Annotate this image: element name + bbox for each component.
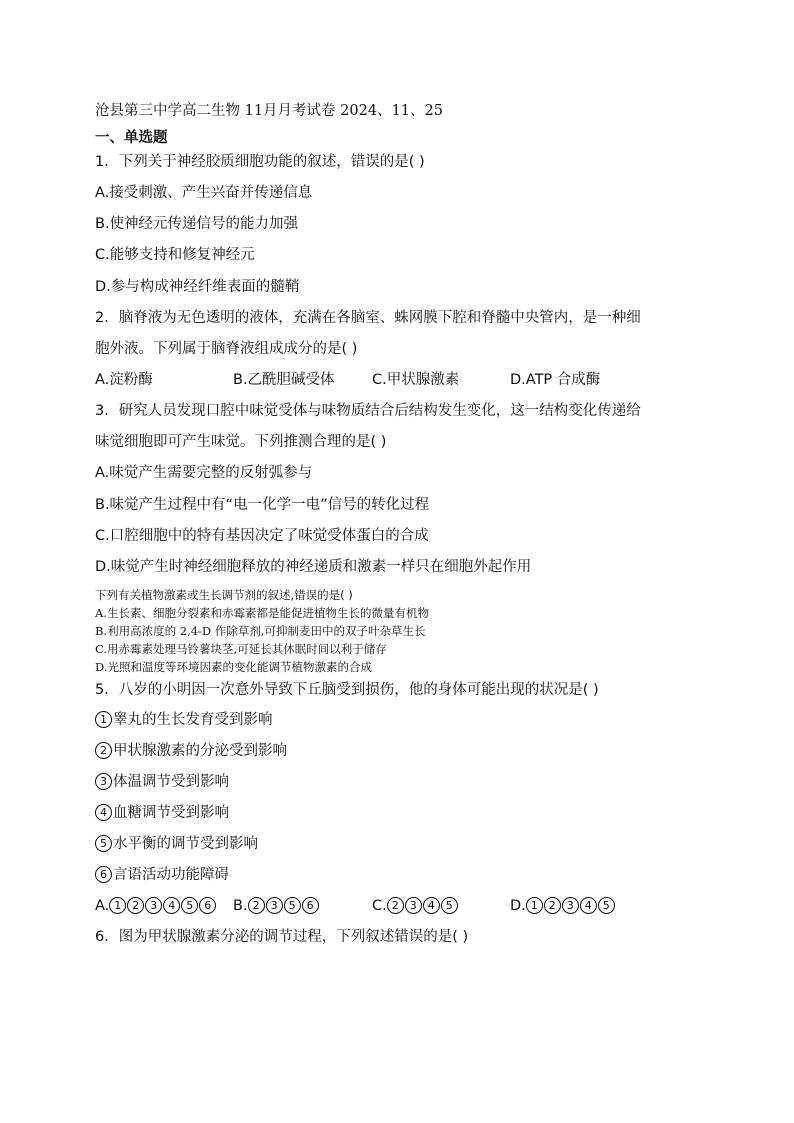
q3-stem-line1: 3．研究人员发现口腔中味觉受体与味物质结合后结构发生变化，这一结构变化传递给	[95, 403, 641, 419]
q4-option-b: B.利用高浓度的 2,4-D 作除草剂,可抑制麦田中的双子叶杂草生长	[95, 624, 426, 638]
q5-stem: 5．八岁的小明因一次意外导致下丘脑受到损伤，他的身体可能出现的状况是( )	[95, 682, 599, 698]
q1-option-d: D.参与构成神经纤维表面的髓鞘	[95, 279, 300, 295]
q4-stem: 下列有关植物激素或生长调节剂的叙述,错误的是( )	[95, 588, 353, 602]
q2-option-a: A.淀粉酶	[95, 372, 153, 388]
q1-option-b: B.使神经元传递信号的能力加强	[95, 216, 299, 232]
q5-item-4: 4 血糖调节受到影响	[95, 804, 229, 822]
q2-stem-line1: 2．脑脊液为无色透明的液体，充满在各脑室、蛛网膜下腔和脊髓中央管内，是一种细	[95, 310, 641, 326]
q3-option-c: C.口腔细胞中的特有基因决定了味觉受体蛋白的合成	[95, 528, 429, 544]
q3-option-a: A.味觉产生需要完整的反射弧参与	[95, 465, 313, 481]
circled-number: 5	[95, 835, 112, 852]
q1-stem: 1．下列关于神经胶质细胞功能的叙述，错误的是( )	[95, 154, 425, 170]
circled-number: 6	[95, 866, 112, 883]
circled-number: 2	[95, 742, 112, 759]
q6-stem: 6．图为甲状腺激素分泌的调节过程，下列叙述错误的是( )	[95, 929, 469, 945]
exam-title: 沧县第三中学高二生物 11月月考试卷 2024、11、25	[95, 103, 443, 119]
q3-option-b: B.味觉产生过程中有“电一化学一电”信号的转化过程	[95, 497, 430, 513]
q5-option-d: D. 1 2 3 4 5	[510, 897, 616, 915]
circled-number: 1	[95, 711, 112, 728]
q5-item-1: 1 睾丸的生长发育受到影响	[95, 711, 273, 729]
q1-option-a: A.接受刺激、产生兴奋并传递信息	[95, 185, 313, 201]
q2-stem-line2: 胞外液。下列属于脑脊液组成成分的是( )	[95, 341, 358, 357]
q1-option-c: C.能够支持和修复神经元	[95, 247, 255, 263]
q5-item-2: 2 甲状腺激素的分泌受到影响	[95, 742, 287, 760]
q2-option-c: C.甲状腺激素	[372, 372, 460, 388]
q5-option-a: A. 1 2 3 4 5 6	[95, 897, 217, 915]
q3-option-d: D.味觉产生时神经细胞释放的神经递质和激素一样只在细胞外起作用	[95, 559, 532, 575]
q4-option-c: C.用赤霉素处理马铃薯块茎,可延长其休眠时间以利于储存	[95, 642, 387, 656]
section-title: 一、单选题	[95, 130, 168, 146]
q5-item-5: 5 水平衡的调节受到影响	[95, 835, 258, 853]
q4-option-a: A.生长素、细胞分裂素和赤霉素都是能促进植物生长的微量有机物	[95, 606, 429, 620]
q2-option-d: D.ATP 合成酶	[510, 372, 601, 388]
q5-option-b: B. 2 3 5 6	[233, 897, 320, 915]
q3-stem-line2: 味觉细胞即可产生味觉。下列推测合理的是( )	[95, 434, 387, 450]
q2-option-b: B.乙酰胆碱受体	[233, 372, 335, 388]
q5-item-6: 6 言语活动功能障碍	[95, 866, 229, 884]
q5-item-3: 3 体温调节受到影响	[95, 773, 229, 791]
circled-number: 4	[95, 804, 112, 821]
circled-number: 3	[95, 773, 112, 790]
q4-option-d: D.光照和温度等环境因素的变化能调节植物激素的合成	[95, 660, 372, 674]
q5-option-c: C. 2 3 4 5	[372, 897, 459, 915]
